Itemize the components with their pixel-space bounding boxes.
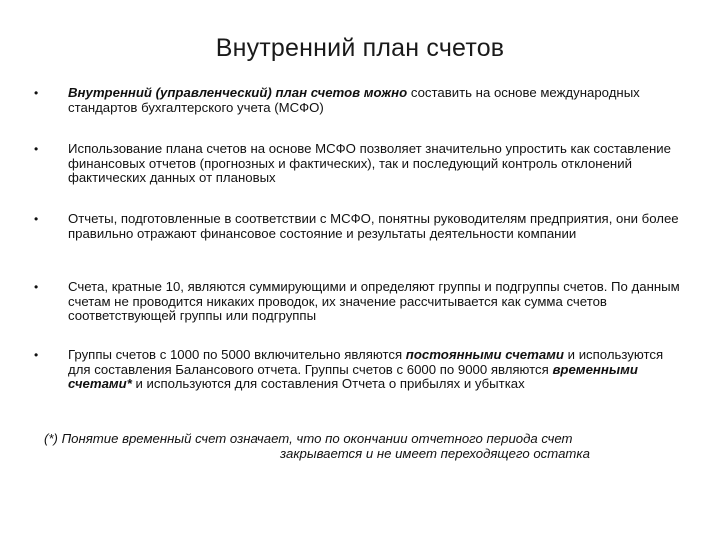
bullet-text-part: и используются для составления Балансового отчета. Группы счетов с 6000 по 9000 являются <box>68 347 664 377</box>
bullet-text: Счета, кратные 10, являются суммирующими и определяют группы и подгруппы счетов. По данным счетам не проводится никаких проводок, их значение рассчитывается как сумма счетов соответствующей группы или подгруппы <box>68 279 680 324</box>
bullet-text: Использование плана счетов на основе МСФО позволяет значительно упростить как составление финансовых отчетов (прогнозных и фактических), так и последующий контроль отклонений фактических данных от плановых <box>68 141 671 186</box>
bullet-item <box>34 347 688 392</box>
bullet-emphasis: постоянными счетами <box>405 347 564 362</box>
bullet-emphasis: Внутренний (управленческий) план счетов можно <box>68 85 408 100</box>
footnote-line: (*) Понятие временный счет означает, что по окончании отчетного периода счет <box>44 431 573 446</box>
bullet-text-part: Группы счетов с 1000 по 5000 включительно являются <box>68 347 406 362</box>
slide-title: Внутренний план счетов <box>215 34 505 62</box>
bullet-marker: • <box>34 212 39 226</box>
bullet-marker: • <box>34 280 39 294</box>
bullet-text: составить на основе международных стандартов бухгалтерского учета (МСФО) <box>68 85 640 115</box>
footnote-line: закрывается и не имеет переходящего остатка <box>280 446 590 461</box>
bullet-marker: • <box>34 142 39 156</box>
bullet-item <box>34 141 688 186</box>
footnote <box>44 431 684 461</box>
bullet-item <box>34 279 688 324</box>
bullet-text-part: и используются для составления Отчета о прибылях и убытках <box>131 376 525 392</box>
bullet-item <box>34 85 688 115</box>
bullet-item <box>34 211 688 241</box>
bullet-emphasis: временными счетами* <box>68 361 638 392</box>
bullet-marker: • <box>34 348 39 362</box>
bullet-text: Отчеты, подготовленные в соответствии с МСФО, понятны руководителям предприятия, они более правильно отражают финансовое состояние и результаты деятельности компании <box>68 211 679 241</box>
bullet-marker: • <box>34 86 39 100</box>
